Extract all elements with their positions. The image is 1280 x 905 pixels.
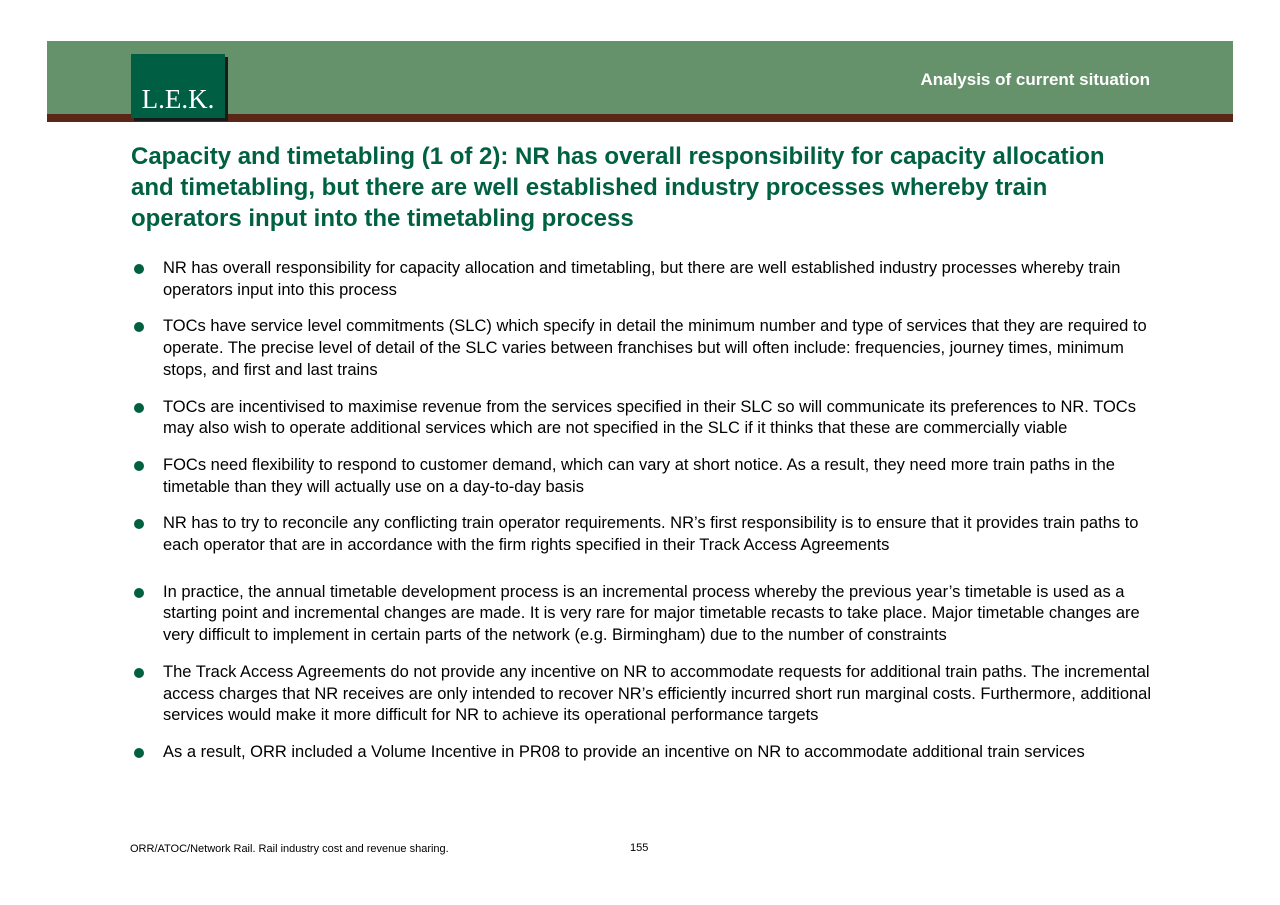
bullet-text: TOCs have service level commitments (SLC) which specify in detail the minimum number and type of services that they are required to operate. The precise level of detail of the SLC varies between franchises but will often include: frequencies, journey times, minimum stops, and first and last trains xyxy=(163,317,1147,379)
bullet-text: TOCs are incentivised to maximise revenue from the services specified in their SLC so will communicate its preferences to NR. TOCs may also wish to operate additional services which are not specified in the SLC if it thinks that these are commercially viable xyxy=(163,397,1136,438)
bullet-list xyxy=(131,258,1156,779)
bullet-item xyxy=(131,582,1156,647)
bullet-dot-icon xyxy=(134,519,144,529)
bullet-item xyxy=(131,662,1156,727)
bullet-text: As a result, ORR included a Volume Incentive in PR08 to provide an incentive on NR to accommodate additional train services xyxy=(163,742,1085,761)
bullet-text: NR has to try to reconcile any conflicting train operator requirements. NR’s first responsibility is to ensure that it provides train paths to each operator that are in accordance with the firm rights specified in their Track Access Agreements xyxy=(163,514,1139,555)
bullet-dot-icon xyxy=(134,461,144,471)
footer-source: ORR/ATOC/Network Rail. Rail industry cost and revenue sharing. xyxy=(130,843,449,855)
bullet-dot-icon xyxy=(134,668,144,678)
bullet-dot-icon xyxy=(134,322,144,332)
bullet-dot-icon xyxy=(134,748,144,758)
bullet-item xyxy=(131,513,1156,556)
slide-title: Capacity and timetabling (1 of 2): NR has overall responsibility for capacity allocation and timetabling, but there are well established industry processes whereby train operators input into the timetabling process xyxy=(131,143,1105,232)
bullet-item xyxy=(131,455,1156,498)
bullet-item xyxy=(131,742,1156,764)
bullet-item xyxy=(131,397,1156,440)
bullet-dot-icon xyxy=(134,403,144,413)
logo-text: L.E.K. xyxy=(141,84,215,114)
page-number: 155 xyxy=(630,842,649,854)
bullet-item xyxy=(131,258,1156,301)
section-label: Analysis of current situation xyxy=(920,70,1150,89)
lek-logo xyxy=(131,54,225,118)
bullet-dot-icon xyxy=(134,264,144,274)
bullet-text: In practice, the annual timetable development process is an incremental process whereby the previous year’s timetable is used as a starting point and incremental changes are made. It is very rare for major timetable recasts to take place. Major timetable changes are very difficult to implement in certain parts of the network (e.g. Birmingham) due to the number of constraints xyxy=(163,582,1140,645)
bullet-dot-icon xyxy=(134,588,144,598)
bullet-text: The Track Access Agreements do not provide any incentive on NR to accommodate requests for additional train paths. The incremental access charges that NR receives are only intended to recover NR’s efficiently incurred short run marginal costs. Furthermore, additional services would make it more difficult for NR to achieve its operational performance targets xyxy=(163,662,1152,725)
bullet-item xyxy=(131,316,1156,381)
bullet-text: NR has overall responsibility for capacity allocation and timetabling, but there are well established industry processes whereby train operators input into this process xyxy=(163,259,1121,299)
bullet-text: FOCs need flexibility to respond to customer demand, which can vary at short notice. As a result, they need more train paths in the timetable than they will actually use on a day-to-day basis xyxy=(163,455,1115,496)
